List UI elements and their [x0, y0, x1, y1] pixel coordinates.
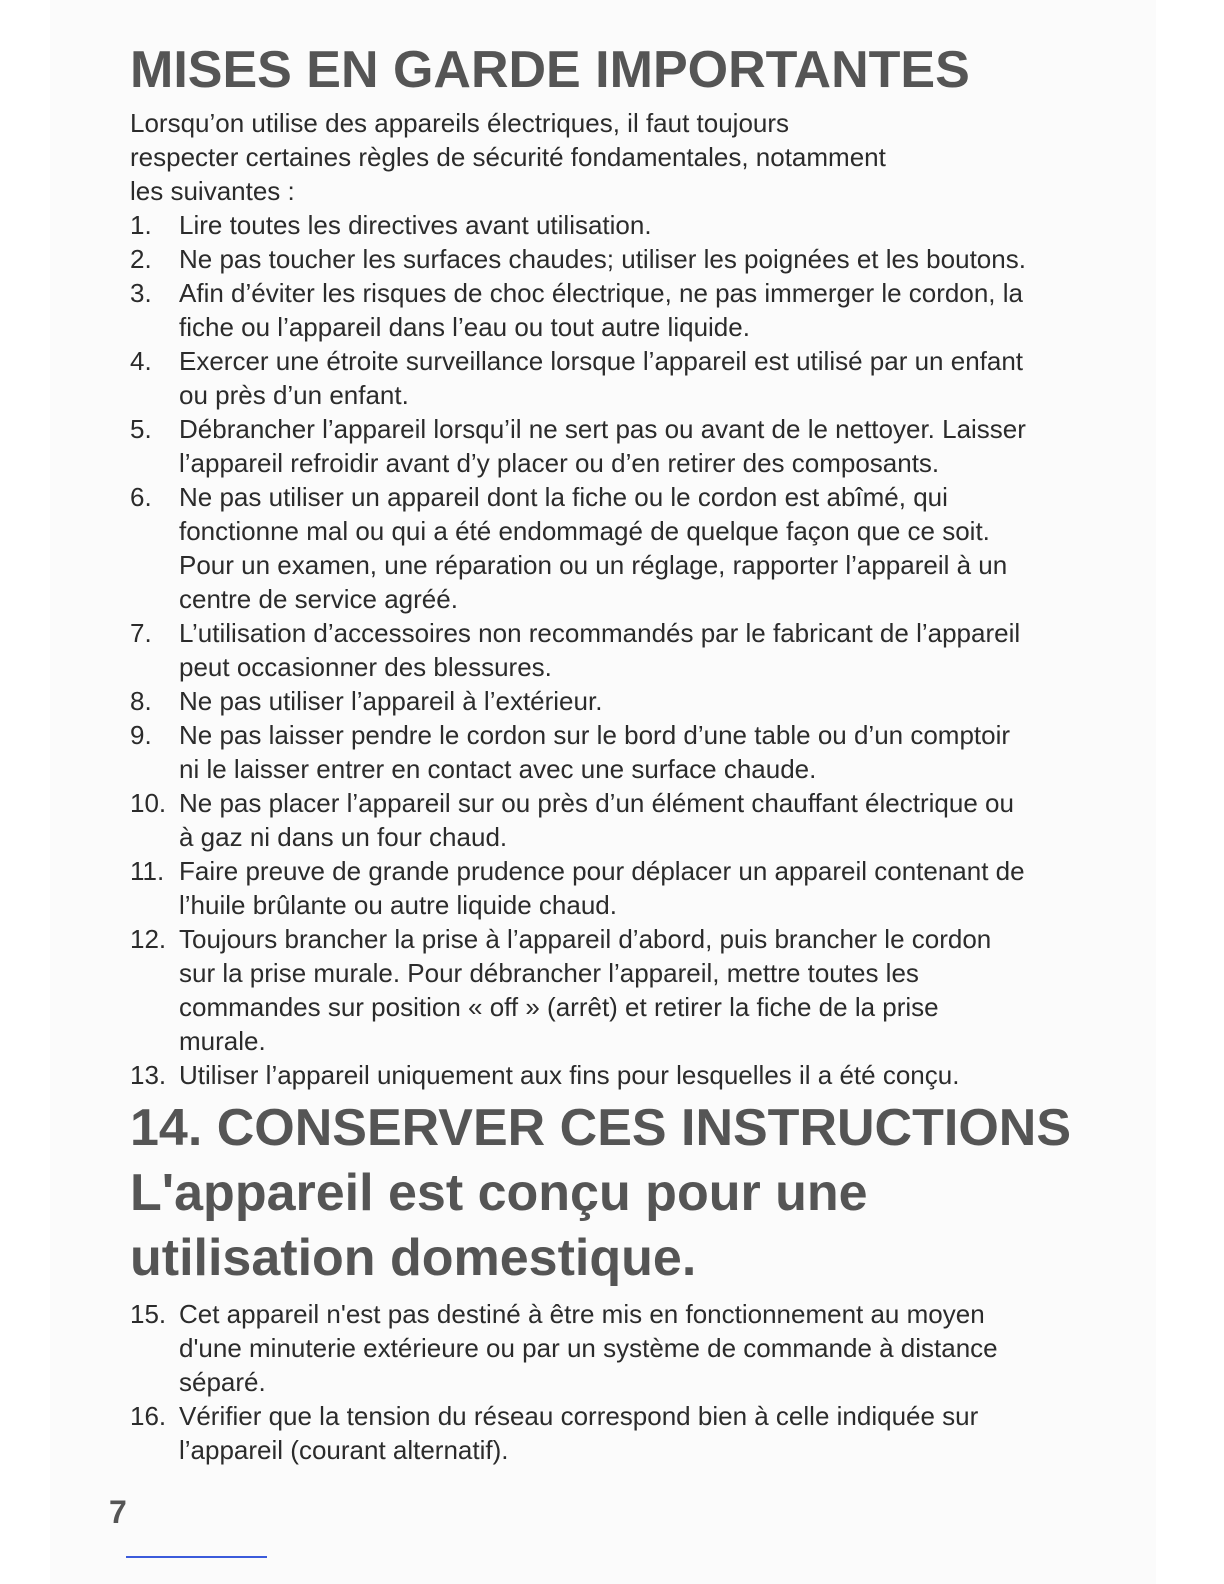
- list-item: [130, 208, 1115, 242]
- page-title: MISES EN GARDE IMPORTANTES: [130, 41, 970, 99]
- item-line: ou près d’un enfant.: [179, 380, 409, 410]
- list-item: [130, 718, 1115, 786]
- intro-paragraph: [130, 106, 1115, 208]
- item-line: Ne pas laisser pendre le cordon sur le bord d’une table ou d’un comptoir: [179, 720, 1011, 750]
- item-line: l’appareil (courant alternatif).: [179, 1435, 509, 1465]
- item-number: 10.: [130, 788, 167, 818]
- list-item: [130, 276, 1115, 344]
- item-line: Ne pas utiliser un appareil dont la fiche ou le cordon est abîmé, qui: [179, 482, 948, 512]
- item-number: 12.: [130, 924, 167, 954]
- intro-line: Lorsqu’on utilise des appareils électriques, il faut toujours: [130, 108, 790, 138]
- item-number: 16.: [130, 1401, 167, 1431]
- item-number: 11.: [130, 856, 165, 886]
- item-number: 6.: [130, 482, 152, 512]
- list-item: [130, 616, 1115, 684]
- page-content: [130, 38, 1115, 1467]
- section-heading: [130, 1096, 1115, 1291]
- item-line: l’appareil refroidir avant d’y placer ou d’en retirer des composants.: [179, 448, 940, 478]
- item-number: 15.: [130, 1299, 167, 1329]
- list-item: [130, 344, 1115, 412]
- item-number: 4.: [130, 346, 152, 376]
- intro-line: respecter certaines règles de sécurité fondamentales, notamment: [130, 142, 886, 172]
- list-item: [130, 412, 1115, 480]
- item-line: Cet appareil n'est pas destiné à être mis en fonctionnement au moyen: [179, 1299, 985, 1329]
- item-line: fiche ou l’appareil dans l’eau ou tout autre liquide.: [179, 312, 750, 342]
- list-item: [130, 854, 1115, 922]
- heading-line: 14. CONSERVER CES INSTRUCTIONS: [130, 1099, 1072, 1157]
- item-line: Toujours brancher la prise à l’appareil d’abord, puis brancher le cordon: [179, 924, 992, 954]
- item-number: 13.: [130, 1060, 167, 1090]
- item-line: d'une minuterie extérieure ou par un système de commande à distance: [179, 1333, 998, 1363]
- item-line: Ne pas placer l’appareil sur ou près d’un élément chauffant électrique ou: [179, 788, 1014, 818]
- item-line: Lire toutes les directives avant utilisation.: [179, 210, 652, 240]
- item-line: Faire preuve de grande prudence pour déplacer un appareil contenant de: [179, 856, 1025, 886]
- list-item: [130, 1297, 1115, 1399]
- item-line: Utiliser l’appareil uniquement aux fins pour lesquelles il a été conçu.: [179, 1060, 960, 1090]
- intro-line: les suivantes :: [130, 176, 295, 206]
- list-item: [130, 1399, 1115, 1467]
- list-item: [130, 786, 1115, 854]
- item-number: 2.: [130, 244, 152, 274]
- item-line: peut occasionner des blessures.: [179, 652, 552, 682]
- item-line: fonctionne mal ou qui a été endommagé de quelque façon que ce soit.: [179, 516, 990, 546]
- item-line: Exercer une étroite surveillance lorsque l’appareil est utilisé par un enfant: [179, 346, 1024, 376]
- item-line: Afin d’éviter les risques de choc électrique, ne pas immerger le cordon, la: [179, 278, 1023, 308]
- list-item: [130, 480, 1115, 616]
- safety-list-continued: [130, 1297, 1115, 1467]
- bottom-rule: [126, 1556, 267, 1558]
- item-line: séparé.: [179, 1367, 266, 1397]
- item-line: sur la prise murale. Pour débrancher l’appareil, mettre toutes les: [179, 958, 919, 988]
- item-line: à gaz ni dans un four chaud.: [179, 822, 508, 852]
- item-line: ni le laisser entrer en contact avec une surface chaude.: [179, 754, 817, 784]
- item-number: 5.: [130, 414, 152, 444]
- list-item: [130, 242, 1115, 276]
- page-number: 7: [109, 1494, 127, 1530]
- heading-line: utilisation domestique.: [130, 1229, 697, 1287]
- item-line: Débrancher l’appareil lorsqu’il ne sert pas ou avant de le nettoyer. Laisser: [179, 414, 1026, 444]
- item-number: 1.: [130, 210, 152, 240]
- item-line: murale.: [179, 1026, 266, 1056]
- item-line: centre de service agréé.: [179, 584, 458, 614]
- item-number: 7.: [130, 618, 152, 648]
- list-item: [130, 1058, 1115, 1092]
- item-line: Ne pas toucher les surfaces chaudes; utiliser les poignées et les boutons.: [179, 244, 1026, 274]
- item-line: Vérifier que la tension du réseau correspond bien à celle indiquée sur: [179, 1401, 979, 1431]
- item-number: 9.: [130, 720, 152, 750]
- safety-list: [130, 208, 1115, 1092]
- item-line: commandes sur position « off » (arrêt) et retirer la fiche de la prise: [179, 992, 939, 1022]
- list-item: [130, 684, 1115, 718]
- list-item: [130, 922, 1115, 1058]
- item-line: Ne pas utiliser l’appareil à l’extérieur.: [179, 686, 603, 716]
- item-number: 8.: [130, 686, 152, 716]
- item-line: L’utilisation d’accessoires non recommandés par le fabricant de l’appareil: [179, 618, 1021, 648]
- heading-line: L'appareil est conçu pour une: [130, 1164, 868, 1222]
- item-number: 3.: [130, 278, 152, 308]
- item-line: l’huile brûlante ou autre liquide chaud.: [179, 890, 617, 920]
- item-line: Pour un examen, une réparation ou un réglage, rapporter l’appareil à un: [179, 550, 1008, 580]
